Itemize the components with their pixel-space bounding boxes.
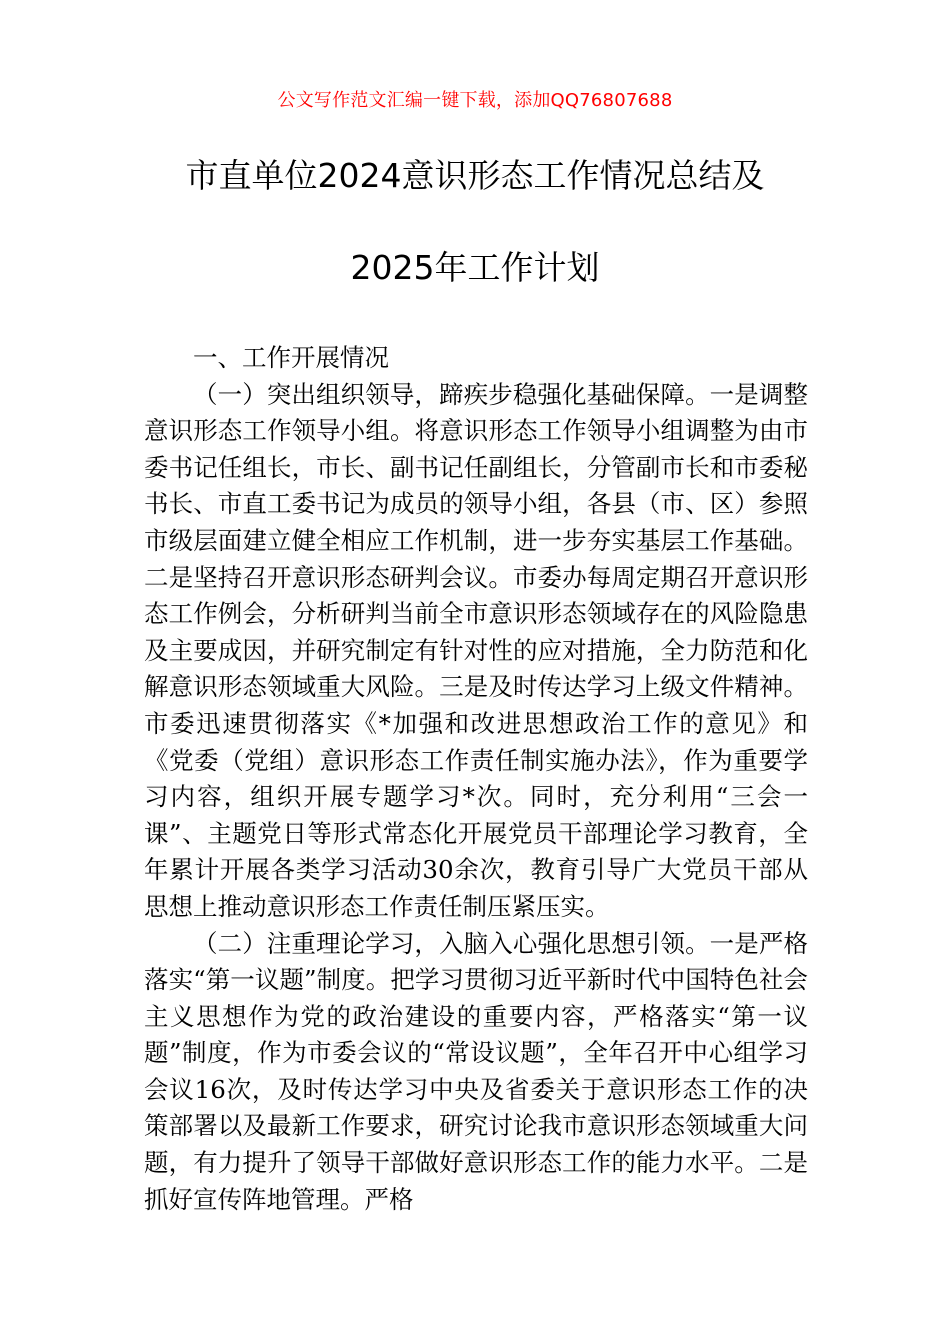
document-body bbox=[144, 340, 808, 1218]
section-heading: 一、工作开展情况 bbox=[193, 343, 389, 372]
body-paragraph: （一）突出组织领导，蹄疾步稳强化基础保障。一是调整意识形态工作领导小组。将意识形态工作领导小组调整为由市委书记任组长，市长、副书记任副组长，分管副市长和市委秘书长、市直工委书记为成员的领导小组，各县（市、区）参照市级层面建立健全相应工作机制，进一步夯实基层工作基础。二是坚持召开意识形态研判会议。市委办每周定期召开意识形态工作例会，分析研判当前全市意识形态领域存在的风险隐患及主要成因，并研究制定有针对性的应对措施，全力防范和化解意识形态领域重大风险。三是及时传达学习上级文件精神。市委迅速贯彻落实《*加强和改进思想政治工作的意见》和《党委（党组）意识形态工作责任制实施办法》，作为重要学习内容，组织开展专题学习*次。同时，充分利用“三会一课”、主题党日等形式常态化开展党员干部理论学习教育，全年累计开展各类学习活动30余次，教育引导广大党员干部从思想上推动意识形态工作责任制压紧压实。 bbox=[144, 379, 808, 921]
body-paragraph: （二）注重理论学习，入脑入心强化思想引领。一是严格落实“第一议题”制度。把学习贯彻习近平新时代中国特色社会主义思想作为党的政治建设的重要内容，严格落实“第一议题”制度，作为市委会议的“常设议题”，全年召开中心组学习会议16次，及时传达学习中央及省委关于意识形态工作的决策部署以及最新工作要求，研究讨论我市意识形态领域重大问题，有力提升了领导干部做好意识形态工作的能力水平。二是抓好宣传阵地管理。严格 bbox=[144, 928, 808, 1214]
document-title-line-2: 2025年工作计划 bbox=[350, 248, 600, 287]
document-title-line-1: 市直单位2024意识形态工作情况总结及 bbox=[185, 156, 765, 195]
header-note: 公文写作范文汇编一键下载，添加QQ76807688 bbox=[277, 90, 673, 111]
